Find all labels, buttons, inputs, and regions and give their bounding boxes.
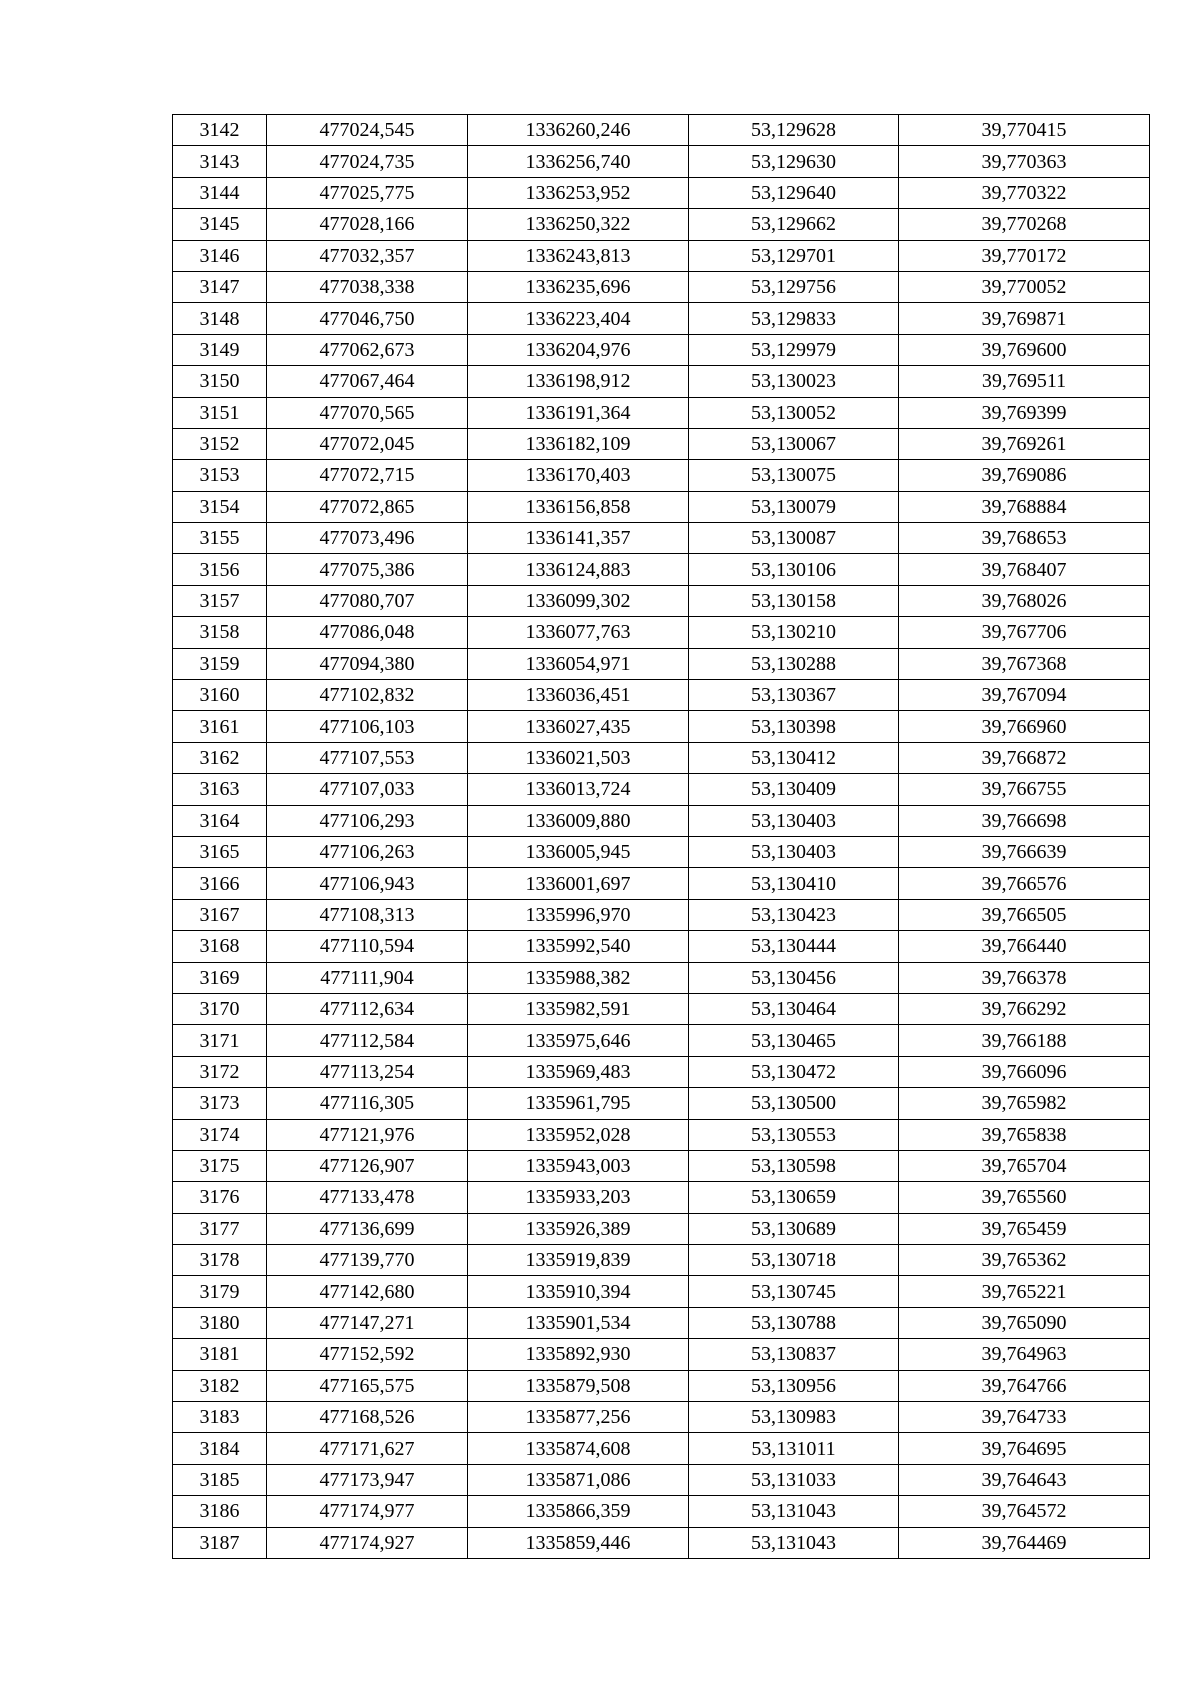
longitude-cell: 39,766505 [899, 899, 1150, 930]
longitude-cell: 39,766576 [899, 868, 1150, 899]
latitude-cell: 53,130087 [689, 523, 899, 554]
latitude-cell: 53,130983 [689, 1402, 899, 1433]
y-coordinate-cell: 1335996,970 [468, 899, 689, 930]
longitude-cell: 39,769511 [899, 366, 1150, 397]
point-number-cell: 3181 [173, 1339, 267, 1370]
latitude-cell: 53,130745 [689, 1276, 899, 1307]
table-row [173, 271, 1150, 302]
y-coordinate-cell: 1336001,697 [468, 868, 689, 899]
x-coordinate-cell: 477133,478 [267, 1182, 468, 1213]
point-number-cell: 3155 [173, 523, 267, 554]
latitude-cell: 53,130403 [689, 805, 899, 836]
latitude-cell: 53,129833 [689, 303, 899, 334]
point-number-cell: 3151 [173, 397, 267, 428]
table-row [173, 805, 1150, 836]
longitude-cell: 39,764766 [899, 1370, 1150, 1401]
point-number-cell: 3166 [173, 868, 267, 899]
y-coordinate-cell: 1336182,109 [468, 428, 689, 459]
point-number-cell: 3168 [173, 931, 267, 962]
y-coordinate-cell: 1335992,540 [468, 931, 689, 962]
y-coordinate-cell: 1336256,740 [468, 146, 689, 177]
y-coordinate-cell: 1335943,003 [468, 1150, 689, 1181]
longitude-cell: 39,770052 [899, 271, 1150, 302]
point-number-cell: 3172 [173, 1056, 267, 1087]
latitude-cell: 53,130398 [689, 711, 899, 742]
longitude-cell: 39,766698 [899, 805, 1150, 836]
latitude-cell: 53,130210 [689, 617, 899, 648]
latitude-cell: 53,130409 [689, 774, 899, 805]
latitude-cell: 53,130288 [689, 648, 899, 679]
point-number-cell: 3176 [173, 1182, 267, 1213]
latitude-cell: 53,130079 [689, 491, 899, 522]
x-coordinate-cell: 477025,775 [267, 177, 468, 208]
x-coordinate-cell: 477112,634 [267, 993, 468, 1024]
y-coordinate-cell: 1335969,483 [468, 1056, 689, 1087]
x-coordinate-cell: 477171,627 [267, 1433, 468, 1464]
point-number-cell: 3180 [173, 1307, 267, 1338]
latitude-cell: 53,130689 [689, 1213, 899, 1244]
table-row [173, 1370, 1150, 1401]
x-coordinate-cell: 477062,673 [267, 334, 468, 365]
table-row [173, 585, 1150, 616]
y-coordinate-cell: 1335859,446 [468, 1527, 689, 1558]
x-coordinate-cell: 477075,386 [267, 554, 468, 585]
y-coordinate-cell: 1336036,451 [468, 680, 689, 711]
longitude-cell: 39,770172 [899, 240, 1150, 271]
y-coordinate-cell: 1335975,646 [468, 1025, 689, 1056]
y-coordinate-cell: 1336191,364 [468, 397, 689, 428]
table-row [173, 993, 1150, 1024]
longitude-cell: 39,768653 [899, 523, 1150, 554]
latitude-cell: 53,130367 [689, 680, 899, 711]
x-coordinate-cell: 477107,553 [267, 742, 468, 773]
table-row [173, 1182, 1150, 1213]
longitude-cell: 39,769086 [899, 460, 1150, 491]
y-coordinate-cell: 1336260,246 [468, 115, 689, 146]
y-coordinate-cell: 1335933,203 [468, 1182, 689, 1213]
y-coordinate-cell: 1336027,435 [468, 711, 689, 742]
y-coordinate-cell: 1336009,880 [468, 805, 689, 836]
point-number-cell: 3149 [173, 334, 267, 365]
y-coordinate-cell: 1336250,322 [468, 209, 689, 240]
longitude-cell: 39,766440 [899, 931, 1150, 962]
table-row [173, 931, 1150, 962]
y-coordinate-cell: 1336077,763 [468, 617, 689, 648]
point-number-cell: 3173 [173, 1088, 267, 1119]
longitude-cell: 39,766292 [899, 993, 1150, 1024]
latitude-cell: 53,130465 [689, 1025, 899, 1056]
longitude-cell: 39,766188 [899, 1025, 1150, 1056]
point-number-cell: 3157 [173, 585, 267, 616]
y-coordinate-cell: 1335871,086 [468, 1464, 689, 1495]
point-number-cell: 3144 [173, 177, 267, 208]
table-row [173, 1527, 1150, 1558]
table-row [173, 648, 1150, 679]
table-row [173, 428, 1150, 459]
table-row [173, 523, 1150, 554]
point-number-cell: 3147 [173, 271, 267, 302]
longitude-cell: 39,769600 [899, 334, 1150, 365]
point-number-cell: 3156 [173, 554, 267, 585]
longitude-cell: 39,764572 [899, 1496, 1150, 1527]
table-row [173, 115, 1150, 146]
longitude-cell: 39,765560 [899, 1182, 1150, 1213]
x-coordinate-cell: 477110,594 [267, 931, 468, 962]
y-coordinate-cell: 1335926,389 [468, 1213, 689, 1244]
latitude-cell: 53,130075 [689, 460, 899, 491]
latitude-cell: 53,129628 [689, 115, 899, 146]
table-row [173, 774, 1150, 805]
y-coordinate-cell: 1336141,357 [468, 523, 689, 554]
latitude-cell: 53,130956 [689, 1370, 899, 1401]
table-row [173, 397, 1150, 428]
longitude-cell: 39,765704 [899, 1150, 1150, 1181]
x-coordinate-cell: 477072,045 [267, 428, 468, 459]
x-coordinate-cell: 477094,380 [267, 648, 468, 679]
longitude-cell: 39,765090 [899, 1307, 1150, 1338]
longitude-cell: 39,765362 [899, 1245, 1150, 1276]
y-coordinate-cell: 1336204,976 [468, 334, 689, 365]
longitude-cell: 39,767706 [899, 617, 1150, 648]
table-row [173, 1402, 1150, 1433]
table-row [173, 1276, 1150, 1307]
latitude-cell: 53,130067 [689, 428, 899, 459]
y-coordinate-cell: 1335961,795 [468, 1088, 689, 1119]
point-number-cell: 3153 [173, 460, 267, 491]
longitude-cell: 39,769261 [899, 428, 1150, 459]
table-row [173, 1088, 1150, 1119]
table-row [173, 1339, 1150, 1370]
point-number-cell: 3167 [173, 899, 267, 930]
y-coordinate-cell: 1335866,359 [468, 1496, 689, 1527]
table-row [173, 1119, 1150, 1150]
latitude-cell: 53,130106 [689, 554, 899, 585]
latitude-cell: 53,129701 [689, 240, 899, 271]
latitude-cell: 53,130412 [689, 742, 899, 773]
longitude-cell: 39,764643 [899, 1464, 1150, 1495]
table-row [173, 366, 1150, 397]
y-coordinate-cell: 1336170,403 [468, 460, 689, 491]
longitude-cell: 39,768407 [899, 554, 1150, 585]
table-row [173, 491, 1150, 522]
table-row [173, 617, 1150, 648]
point-number-cell: 3170 [173, 993, 267, 1024]
table-row [173, 962, 1150, 993]
latitude-cell: 53,129630 [689, 146, 899, 177]
x-coordinate-cell: 477046,750 [267, 303, 468, 334]
latitude-cell: 53,130403 [689, 836, 899, 867]
table-row [173, 209, 1150, 240]
point-number-cell: 3143 [173, 146, 267, 177]
x-coordinate-cell: 477165,575 [267, 1370, 468, 1401]
y-coordinate-cell: 1336235,696 [468, 271, 689, 302]
table-row [173, 742, 1150, 773]
latitude-cell: 53,130788 [689, 1307, 899, 1338]
latitude-cell: 53,130456 [689, 962, 899, 993]
x-coordinate-cell: 477174,927 [267, 1527, 468, 1558]
point-number-cell: 3158 [173, 617, 267, 648]
point-number-cell: 3150 [173, 366, 267, 397]
x-coordinate-cell: 477147,271 [267, 1307, 468, 1338]
longitude-cell: 39,766960 [899, 711, 1150, 742]
table-row [173, 1213, 1150, 1244]
x-coordinate-cell: 477173,947 [267, 1464, 468, 1495]
point-number-cell: 3177 [173, 1213, 267, 1244]
y-coordinate-cell: 1336223,404 [468, 303, 689, 334]
table-row [173, 146, 1150, 177]
y-coordinate-cell: 1335982,591 [468, 993, 689, 1024]
latitude-cell: 53,131011 [689, 1433, 899, 1464]
y-coordinate-cell: 1336243,813 [468, 240, 689, 271]
point-number-cell: 3159 [173, 648, 267, 679]
longitude-cell: 39,766755 [899, 774, 1150, 805]
x-coordinate-cell: 477106,293 [267, 805, 468, 836]
y-coordinate-cell: 1335988,382 [468, 962, 689, 993]
table-row [173, 334, 1150, 365]
longitude-cell: 39,766096 [899, 1056, 1150, 1087]
latitude-cell: 53,130472 [689, 1056, 899, 1087]
y-coordinate-cell: 1336198,912 [468, 366, 689, 397]
x-coordinate-cell: 477142,680 [267, 1276, 468, 1307]
longitude-cell: 39,764733 [899, 1402, 1150, 1433]
point-number-cell: 3187 [173, 1527, 267, 1558]
x-coordinate-cell: 477111,904 [267, 962, 468, 993]
x-coordinate-cell: 477106,943 [267, 868, 468, 899]
latitude-cell: 53,130837 [689, 1339, 899, 1370]
x-coordinate-cell: 477072,865 [267, 491, 468, 522]
longitude-cell: 39,764963 [899, 1339, 1150, 1370]
longitude-cell: 39,769871 [899, 303, 1150, 334]
x-coordinate-cell: 477102,832 [267, 680, 468, 711]
x-coordinate-cell: 477121,976 [267, 1119, 468, 1150]
latitude-cell: 53,131043 [689, 1527, 899, 1558]
latitude-cell: 53,129756 [689, 271, 899, 302]
latitude-cell: 53,130444 [689, 931, 899, 962]
y-coordinate-cell: 1335879,508 [468, 1370, 689, 1401]
y-coordinate-cell: 1335877,256 [468, 1402, 689, 1433]
longitude-cell: 39,769399 [899, 397, 1150, 428]
y-coordinate-cell: 1336013,724 [468, 774, 689, 805]
point-number-cell: 3179 [173, 1276, 267, 1307]
point-number-cell: 3183 [173, 1402, 267, 1433]
x-coordinate-cell: 477168,526 [267, 1402, 468, 1433]
y-coordinate-cell: 1336253,952 [468, 177, 689, 208]
y-coordinate-cell: 1336124,883 [468, 554, 689, 585]
x-coordinate-cell: 477106,103 [267, 711, 468, 742]
point-number-cell: 3148 [173, 303, 267, 334]
table-row [173, 460, 1150, 491]
latitude-cell: 53,130023 [689, 366, 899, 397]
longitude-cell: 39,766872 [899, 742, 1150, 773]
latitude-cell: 53,131043 [689, 1496, 899, 1527]
y-coordinate-cell: 1336156,858 [468, 491, 689, 522]
longitude-cell: 39,770322 [899, 177, 1150, 208]
latitude-cell: 53,130464 [689, 993, 899, 1024]
point-number-cell: 3185 [173, 1464, 267, 1495]
table-row [173, 1150, 1150, 1181]
table-row [173, 1056, 1150, 1087]
x-coordinate-cell: 477070,565 [267, 397, 468, 428]
table-row [173, 868, 1150, 899]
latitude-cell: 53,129979 [689, 334, 899, 365]
longitude-cell: 39,765459 [899, 1213, 1150, 1244]
x-coordinate-cell: 477073,496 [267, 523, 468, 554]
longitude-cell: 39,766639 [899, 836, 1150, 867]
table-row [173, 1307, 1150, 1338]
y-coordinate-cell: 1336005,945 [468, 836, 689, 867]
y-coordinate-cell: 1335910,394 [468, 1276, 689, 1307]
longitude-cell: 39,770268 [899, 209, 1150, 240]
y-coordinate-cell: 1335919,839 [468, 1245, 689, 1276]
point-number-cell: 3161 [173, 711, 267, 742]
longitude-cell: 39,770363 [899, 146, 1150, 177]
point-number-cell: 3146 [173, 240, 267, 271]
point-number-cell: 3152 [173, 428, 267, 459]
x-coordinate-cell: 477080,707 [267, 585, 468, 616]
table-row [173, 1245, 1150, 1276]
latitude-cell: 53,129662 [689, 209, 899, 240]
table-row [173, 240, 1150, 271]
latitude-cell: 53,129640 [689, 177, 899, 208]
x-coordinate-cell: 477024,545 [267, 115, 468, 146]
latitude-cell: 53,130158 [689, 585, 899, 616]
y-coordinate-cell: 1335874,608 [468, 1433, 689, 1464]
latitude-cell: 53,130718 [689, 1245, 899, 1276]
coordinates-table [172, 114, 1150, 1559]
y-coordinate-cell: 1335952,028 [468, 1119, 689, 1150]
x-coordinate-cell: 477113,254 [267, 1056, 468, 1087]
x-coordinate-cell: 477107,033 [267, 774, 468, 805]
y-coordinate-cell: 1336054,971 [468, 648, 689, 679]
table-row [173, 554, 1150, 585]
table-row [173, 303, 1150, 334]
point-number-cell: 3174 [173, 1119, 267, 1150]
point-number-cell: 3142 [173, 115, 267, 146]
x-coordinate-cell: 477106,263 [267, 836, 468, 867]
longitude-cell: 39,768884 [899, 491, 1150, 522]
x-coordinate-cell: 477152,592 [267, 1339, 468, 1370]
table-row [173, 1496, 1150, 1527]
x-coordinate-cell: 477024,735 [267, 146, 468, 177]
point-number-cell: 3175 [173, 1150, 267, 1181]
x-coordinate-cell: 477126,907 [267, 1150, 468, 1181]
x-coordinate-cell: 477067,464 [267, 366, 468, 397]
latitude-cell: 53,130052 [689, 397, 899, 428]
point-number-cell: 3186 [173, 1496, 267, 1527]
point-number-cell: 3164 [173, 805, 267, 836]
longitude-cell: 39,770415 [899, 115, 1150, 146]
table-row [173, 177, 1150, 208]
latitude-cell: 53,131033 [689, 1464, 899, 1495]
longitude-cell: 39,764695 [899, 1433, 1150, 1464]
y-coordinate-cell: 1336099,302 [468, 585, 689, 616]
x-coordinate-cell: 477086,048 [267, 617, 468, 648]
longitude-cell: 39,765982 [899, 1088, 1150, 1119]
longitude-cell: 39,766378 [899, 962, 1150, 993]
longitude-cell: 39,767368 [899, 648, 1150, 679]
y-coordinate-cell: 1336021,503 [468, 742, 689, 773]
table-row [173, 680, 1150, 711]
x-coordinate-cell: 477116,305 [267, 1088, 468, 1119]
longitude-cell: 39,768026 [899, 585, 1150, 616]
x-coordinate-cell: 477038,338 [267, 271, 468, 302]
x-coordinate-cell: 477032,357 [267, 240, 468, 271]
x-coordinate-cell: 477072,715 [267, 460, 468, 491]
y-coordinate-cell: 1335901,534 [468, 1307, 689, 1338]
latitude-cell: 53,130553 [689, 1119, 899, 1150]
latitude-cell: 53,130598 [689, 1150, 899, 1181]
latitude-cell: 53,130500 [689, 1088, 899, 1119]
longitude-cell: 39,764469 [899, 1527, 1150, 1558]
table-row [173, 711, 1150, 742]
point-number-cell: 3160 [173, 680, 267, 711]
point-number-cell: 3162 [173, 742, 267, 773]
x-coordinate-cell: 477108,313 [267, 899, 468, 930]
point-number-cell: 3171 [173, 1025, 267, 1056]
longitude-cell: 39,765838 [899, 1119, 1150, 1150]
point-number-cell: 3184 [173, 1433, 267, 1464]
point-number-cell: 3165 [173, 836, 267, 867]
point-number-cell: 3154 [173, 491, 267, 522]
point-number-cell: 3182 [173, 1370, 267, 1401]
point-number-cell: 3169 [173, 962, 267, 993]
table-row [173, 899, 1150, 930]
x-coordinate-cell: 477139,770 [267, 1245, 468, 1276]
latitude-cell: 53,130423 [689, 899, 899, 930]
point-number-cell: 3163 [173, 774, 267, 805]
longitude-cell: 39,765221 [899, 1276, 1150, 1307]
y-coordinate-cell: 1335892,930 [468, 1339, 689, 1370]
x-coordinate-cell: 477136,699 [267, 1213, 468, 1244]
longitude-cell: 39,767094 [899, 680, 1150, 711]
x-coordinate-cell: 477174,977 [267, 1496, 468, 1527]
latitude-cell: 53,130410 [689, 868, 899, 899]
x-coordinate-cell: 477028,166 [267, 209, 468, 240]
x-coordinate-cell: 477112,584 [267, 1025, 468, 1056]
table-row [173, 1433, 1150, 1464]
point-number-cell: 3145 [173, 209, 267, 240]
point-number-cell: 3178 [173, 1245, 267, 1276]
table-row [173, 836, 1150, 867]
coordinates-table-body [173, 115, 1150, 1559]
latitude-cell: 53,130659 [689, 1182, 899, 1213]
table-row [173, 1464, 1150, 1495]
table-row [173, 1025, 1150, 1056]
